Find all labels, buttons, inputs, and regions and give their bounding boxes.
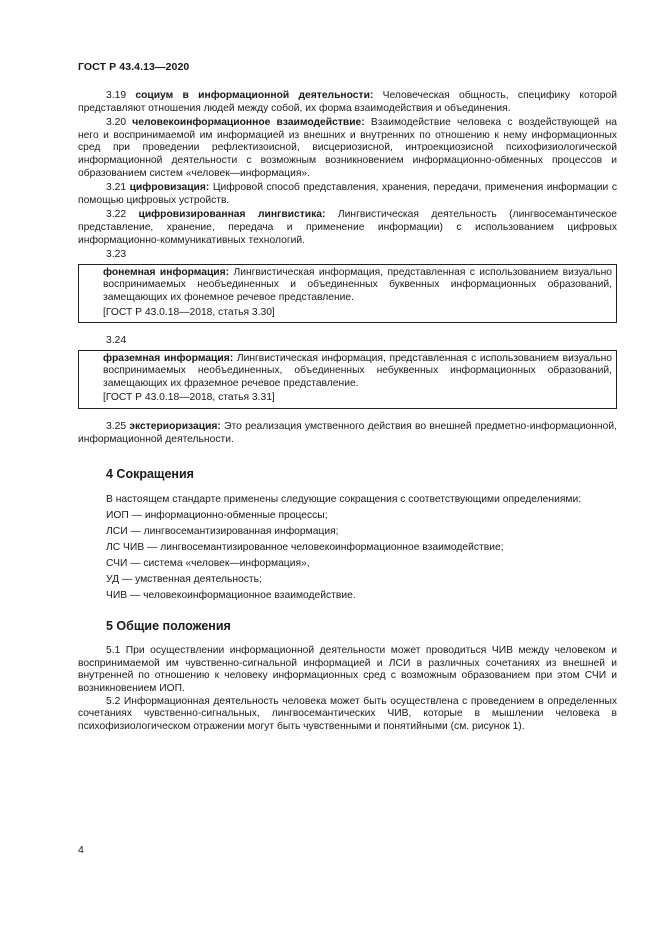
term-3-24-number: 3.24 [106, 335, 127, 347]
term-3-19 [78, 90, 617, 115]
abbreviation-item: ЧИВ — человекоинформационное взаимодействие. [106, 590, 356, 602]
abbreviation-item: ИОП — информационно-обменные процессы; [106, 510, 328, 522]
term-3-20 [78, 117, 617, 180]
term-title: фонемная информация: [103, 266, 230, 278]
term-definition: Человеческая общность, специфику которой представляют отношения людей между собой, их форма взаимодействия и объединения. [78, 90, 617, 114]
abbreviation-item: УД — умственная деятельность; [106, 574, 262, 586]
abbreviations-intro: В настоящем стандарте применены следующие сокращения с соответствующими определениями: [106, 494, 582, 506]
term-title: экстериоризация: [129, 421, 221, 433]
term-definition: Цифровой способ представления, хранения, передачи, применения информации с помощью цифровых устройств. [78, 182, 617, 206]
page-content [78, 90, 617, 733]
section-5-heading: 5 Общие положения [106, 619, 231, 634]
term-3-24-box [78, 350, 617, 409]
term-3-24-text [103, 353, 612, 391]
term-definition: Взаимодействие человека с воздействующей на него и воспринимаемой им информацией из внешних и внутренних по отношению к нему информационных сред при проведении рефлектизоисной, висцериозисной, интроекциозисной психофизиологической информационной деятельности с возможным возникновением информационно-обменных процессов и образованием систем «человек—информация». [78, 117, 617, 179]
term-definition: Это реализация умственного действия во внешней предметно-информационной, информационной деятельности. [78, 421, 617, 445]
paragraph-5-1: 5.1 При осуществлении информационной деятельности может проводиться ЧИВ между человеком и воспринимаемой им чувственно-сигнальной информацией и ЛСИ в различных сочетаниях из внешней и внутренней по отношению к человеку информационных сред с возможным образованием при этом СЧИ и возникновением ИОП. [78, 645, 617, 695]
abbreviation-item: СЧИ — система «человек—информация», [106, 558, 310, 570]
term-title: человекоинформационное взаимодействие: [132, 117, 365, 129]
term-number: 3.22 [106, 209, 127, 221]
term-definition: Лингвистическая информация, представленная с использованием визуально воспринимаемых необъединенных и объединенных буквенных информационных образований, замещающих их фонемное речевое представление. [103, 266, 612, 303]
term-3-25 [78, 421, 617, 446]
abbreviations-list [78, 493, 617, 602]
term-3-23-box [78, 264, 617, 323]
term-title: цифровизация: [129, 182, 210, 194]
term-3-21 [78, 182, 617, 207]
abbreviation-item: ЛСИ — лингвосемантизированная информация; [106, 526, 339, 538]
term-3-23-number: 3.23 [106, 249, 127, 261]
abbreviation-item: ЛС ЧИВ — лингвосемантизированное человекоинформационное взаимодействие; [106, 542, 504, 554]
term-number: 3.21 [106, 182, 127, 194]
standard-code-header: ГОСТ Р 43.4.13—2020 [78, 61, 190, 73]
page-number: 4 [78, 844, 84, 856]
paragraph-5-2: 5.2 Информационная деятельность человека может быть осуществлена с проведением в определенных сочетаниях чувственно-сигнальных, лингвосемантических ЧИВ, которые в мышлении человека в психофизиологическом отражении могут быть чувственными и понятийными (см. рисунок 1). [78, 695, 617, 732]
term-3-23-text [103, 267, 612, 305]
term-title: фраземная информация: [103, 352, 234, 364]
term-title: социум в информационной деятельности: [135, 90, 374, 101]
term-definition: Лингвистическая информация, представленная с использованием визуально воспринимаемых необъединенных, объединенных небуквенных информационных образований, замещающих их фраземное речевое представление. [103, 352, 612, 389]
term-source: [ГОСТ Р 43.0.18—2018, статья 3.31] [103, 392, 275, 404]
term-source: [ГОСТ Р 43.0.18—2018, статья 3.30] [103, 306, 275, 318]
section-4-heading: 4 Сокращения [106, 467, 194, 482]
term-definition: Лингвистическая деятельность (лингвосемантическое представление, хранение, передача и применение информации) с использованием цифровых информационно-коммуникативных технологий. [78, 209, 617, 246]
term-number: 3.25 [106, 421, 127, 433]
term-number: 3.20 [106, 117, 127, 129]
term-3-22 [78, 209, 617, 247]
term-title: цифровизированная лингвистика: [138, 209, 326, 221]
term-number: 3.19 [106, 90, 127, 101]
